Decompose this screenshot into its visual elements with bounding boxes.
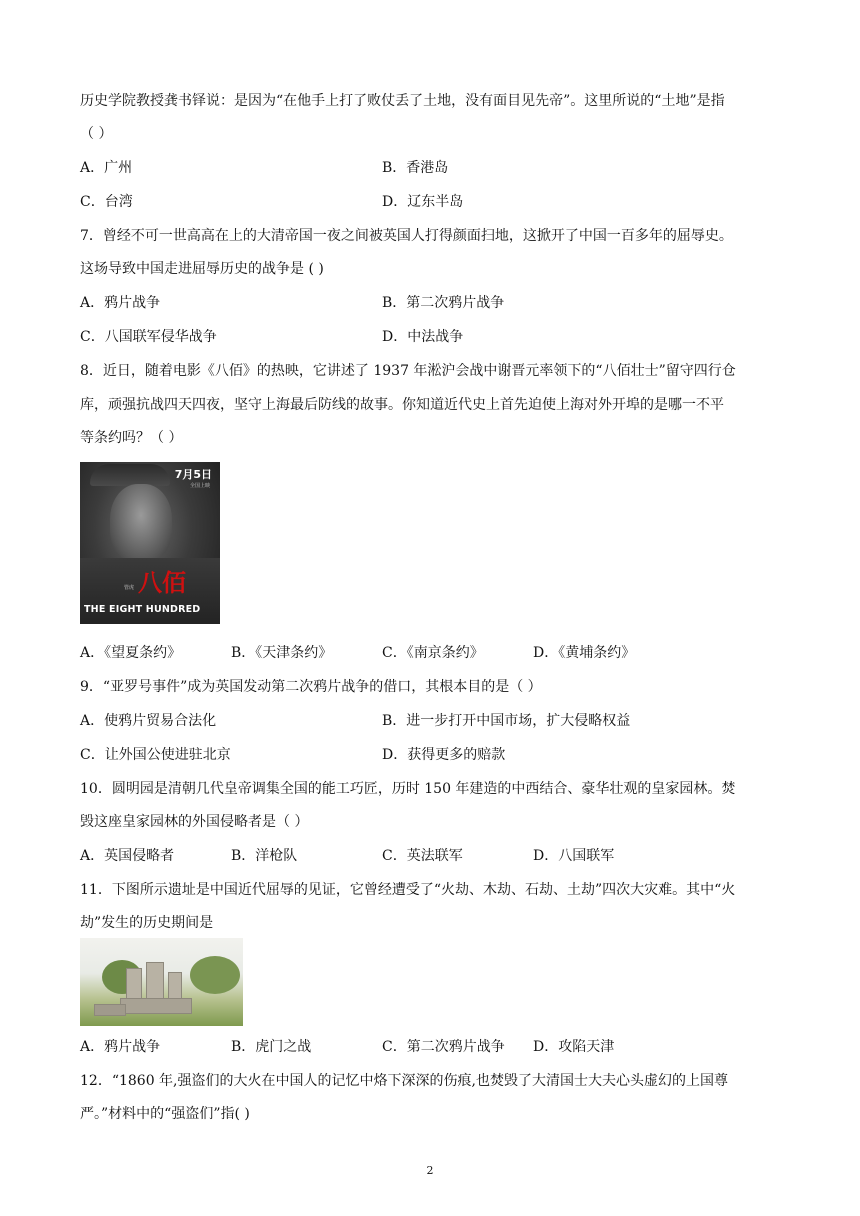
q11-option-d[interactable]: D．攻陷天津 xyxy=(533,1039,615,1055)
q8-option-b[interactable]: B．《天津条约》 xyxy=(231,645,333,661)
poster-title-cn: 八佰 xyxy=(138,568,186,597)
poster-date: 7月5日 xyxy=(174,468,212,481)
officer-face xyxy=(110,484,172,562)
ruin-base xyxy=(120,998,192,1014)
ruins-photo-image xyxy=(80,938,243,1026)
q7-text-line-2: 这场导致中国走进屈辱历史的战争是 ( ) xyxy=(80,261,324,277)
officer-cap xyxy=(90,464,170,486)
ruin-rubble xyxy=(94,1004,126,1016)
q8-text-line-2: 库，顽强抗战四天四夜，坚守上海最后防线的故事。你知道近代史上首先迫使上海对外开埠的是哪一不平 xyxy=(80,397,724,413)
q11-option-a[interactable]: A．鸦片战争 xyxy=(80,1039,161,1055)
q10-option-d[interactable]: D．八国联军 xyxy=(533,848,615,864)
q11-option-b[interactable]: B．虎门之战 xyxy=(231,1039,312,1055)
q8-option-c[interactable]: C．《南京条约》 xyxy=(382,645,484,661)
q6-option-b[interactable]: B．香港岛 xyxy=(382,160,449,176)
q10-option-a[interactable]: A．英国侵略者 xyxy=(80,848,175,864)
q8-option-a[interactable]: A．《望夏条约》 xyxy=(80,645,182,661)
q7-option-b[interactable]: B．第二次鸦片战争 xyxy=(382,295,505,311)
q12-text-line-1: 12．“1860 年,强盗们的大火在中国人的记忆中烙下深深的伤痕,也焚毁了大清国士大夫心头虚幻的上国尊 xyxy=(80,1073,728,1089)
q10-option-c[interactable]: C．英法联军 xyxy=(382,848,463,864)
poster-title-en: THE EIGHT HUNDRED xyxy=(84,604,201,615)
q9-option-a[interactable]: A．使鸦片贸易合法化 xyxy=(80,713,217,729)
q7-option-c[interactable]: C．八国联军侵华战争 xyxy=(80,329,217,345)
poster-subtitle: 全国上映 xyxy=(189,483,210,489)
q9-text-line: 9．“亚罗号事件”成为英国发动第二次鸦片战争的借口，其根本目的是（ ） xyxy=(80,679,542,695)
q7-option-a[interactable]: A．鸦片战争 xyxy=(80,295,161,311)
q11-text-line-1: 11．下图所示遗址是中国近代屈辱的见证，它曾经遭受了“火劫、木劫、石劫、土劫”四次大灾难。其中“火 xyxy=(80,882,736,898)
q10-option-b[interactable]: B．洋枪队 xyxy=(231,848,298,864)
q9-option-b[interactable]: B．进一步打开中国市场，扩大侵略权益 xyxy=(382,713,631,729)
q8-text-line-3: 等条约吗？（ ） xyxy=(80,430,183,446)
poster-director: 管虎 xyxy=(124,585,135,591)
tree-shape xyxy=(190,956,240,994)
q9-option-d[interactable]: D．获得更多的赔款 xyxy=(382,747,506,763)
q8-option-d[interactable]: D．《黄埔条约》 xyxy=(533,645,636,661)
q10-text-line-2: 毁这座皇家园林的外国侵略者是（ ） xyxy=(80,814,309,830)
q7-option-d[interactable]: D．中法战争 xyxy=(382,329,464,345)
q12-text-line-2: 严。”材料中的“强盗们”指( ) xyxy=(80,1106,250,1122)
q10-text-line-1: 10．圆明园是清朝几代皇帝调集全国的能工巧匠，历时 150 年建造的中西结合、豪华壮观的皇家园林。焚 xyxy=(80,781,736,797)
q6-option-d[interactable]: D．辽东半岛 xyxy=(382,194,464,210)
q8-text-line-1: 8．近日，随着电影《八佰》的热映，它讲述了 1937 年淞沪会战中谢晋元率领下的“八佰壮士”留守四行仓 xyxy=(80,363,736,379)
q9-option-c[interactable]: C．让外国公使进驻北京 xyxy=(80,747,231,763)
q11-text-line-2: 劫”发生的历史期间是 xyxy=(80,915,214,931)
movie-poster-image xyxy=(80,462,220,624)
q6-option-a[interactable]: A．广州 xyxy=(80,160,133,176)
q6-text-line: 历史学院教授龚书铎说：是因为“在他手上打了败仗丢了土地，没有面目见先帝”。这里所说的“土地”是指 xyxy=(80,93,725,109)
q6-answer-blank: （ ） xyxy=(80,126,113,142)
q11-option-c[interactable]: C．第二次鸦片战争 xyxy=(382,1039,505,1055)
q7-text-line-1: 7．曾经不可一世高高在上的大清帝国一夜之间被英国人打得颜面扫地，这掀开了中国一百多年的屈辱史。 xyxy=(80,228,733,244)
q6-option-c[interactable]: C．台湾 xyxy=(80,194,133,210)
page-number: 2 xyxy=(426,1164,434,1177)
